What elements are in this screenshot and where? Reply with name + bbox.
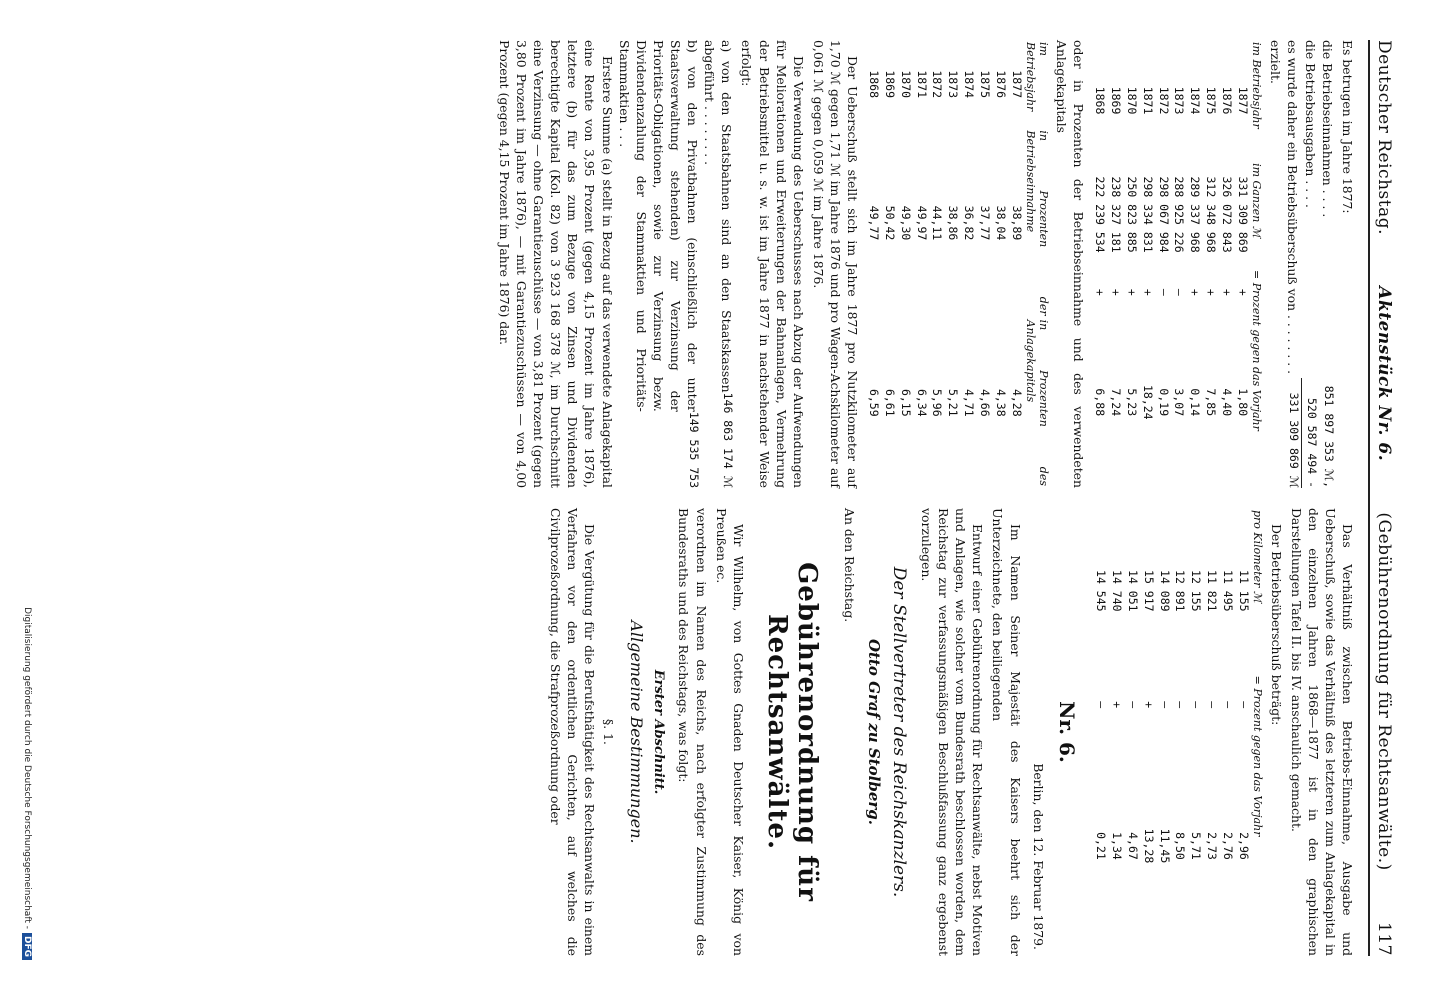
table-cell: 50,42	[882, 205, 897, 241]
table-cell: 14 089	[1157, 570, 1172, 612]
table-cell: 49,30	[898, 205, 913, 241]
table-cell: 6,61	[882, 388, 897, 417]
table-cell: 36,82	[962, 205, 977, 241]
table-surplus-by-year	[1091, 40, 1262, 488]
table-cell: 1,34	[1109, 832, 1124, 860]
table-cell: 4,67	[1125, 832, 1140, 860]
table-cell: 0,19	[1156, 388, 1171, 417]
table-cell: 1,80	[1235, 388, 1250, 417]
item-b-text: b) von den Privatbahnen (einschließlich der unter Staatsverwaltung stehenden) zur Verzinsung der Prioritäts-Obligationen, sowie zur Verzinsung bezw. Dividendenzahlung der Stammaktien und Prioritäts-Stammaktien . . .	[616, 40, 701, 412]
table-cell: 4,38	[993, 388, 1008, 417]
item-b	[616, 40, 702, 488]
item-a-text: a) von den Staatsbahnen sind an den Staatskassen abgeführt . . . . . . . .	[702, 40, 735, 393]
table-cell: —	[1220, 701, 1235, 709]
table-cell: 14 051	[1125, 570, 1140, 612]
table-row	[960, 40, 976, 488]
totals-rows	[1302, 40, 1336, 488]
paragraph-namen: Im Namen Seiner Majestät des Kaisers beehrt sich der Unterzeichnete, den beiliegenden	[990, 508, 1023, 956]
table-cell: 44,11	[930, 205, 945, 241]
table-cell: 222 239 534	[1093, 176, 1108, 253]
table-cell: 6,34	[914, 388, 929, 417]
page-number: 117	[1374, 922, 1394, 956]
table-row	[1171, 40, 1187, 488]
table-cell: 13,28	[1141, 828, 1156, 864]
table-cell: —	[1173, 701, 1188, 709]
address-line: An den Reichstag.	[841, 508, 857, 623]
table-cell: 1870	[1124, 86, 1139, 115]
table-cell: 6,15	[898, 388, 913, 417]
table-cell: 1875	[978, 70, 992, 99]
table-cell: 1869	[882, 70, 897, 99]
table-row	[1108, 508, 1124, 956]
table-row	[897, 40, 913, 488]
table-cell: 11 821	[1205, 570, 1220, 612]
column-header: in Prozenten der Betriebseinnahme	[1024, 130, 1050, 316]
table-cell: 6,59	[866, 388, 881, 417]
column-header: pro Kilometer ℳ	[1251, 510, 1265, 603]
document-number: Nr. 6.	[1055, 701, 1080, 763]
table-cell: 37,77	[978, 205, 992, 241]
table-cell: 15 917	[1141, 570, 1156, 612]
table-cell: 298 334 831	[1140, 176, 1155, 253]
table-cell: 5,23	[1124, 388, 1139, 417]
table-cell: +	[1093, 288, 1108, 296]
column-header: in Prozenten des Anlagekapitals	[1024, 319, 1050, 486]
table-cell: 1874	[962, 70, 977, 99]
section-title: Allgemeine Bestimmungen.	[627, 620, 647, 844]
table-header	[1251, 508, 1264, 956]
section-heading: Erster Abschnitt.	[651, 669, 667, 795]
table-cell: 5,96	[930, 388, 945, 417]
table-cell: 49,77	[866, 205, 881, 241]
table-cell: 2,96	[1236, 832, 1251, 860]
table-cell: 2,73	[1205, 832, 1220, 860]
column-header: = Prozent gegen das Vorjahr	[1250, 270, 1264, 431]
intro-1: Es betrugen im Jahre 1877:	[1340, 40, 1355, 214]
table-header	[1250, 40, 1263, 488]
table-cell: 1868	[1093, 86, 1108, 115]
table-cell: +	[1204, 288, 1219, 296]
table-row	[1092, 508, 1108, 956]
paragraph-1-text: Die Vergütung für die Berufsthätigkeit des Rechtsanwalts in einem Verfahren vor den ordentlichen Gerichten, auf welches die Civilprozeßordnung, die Strafprozeßordnung oder	[548, 508, 598, 956]
table-cell: 0,14	[1188, 388, 1203, 417]
total-label: die Betriebseinnahmen . . . .	[1319, 40, 1335, 218]
table-cell: 1873	[1172, 86, 1187, 115]
column-header: im Ganzen ℳ	[1250, 163, 1264, 238]
table-cell: —	[1189, 701, 1204, 709]
paragraph-ueberschuss: Der Ueberschuß stellt sich im Jahre 1877 pro Nutzkilometer auf 1,70 ℳ gegen 1,71 ℳ im Jahre 1876 und pro Wagen-Achskilometer auf 0,061 ℳ gegen 0,059 ℳ im Jahre 1876.	[810, 40, 861, 488]
page-header	[1368, 40, 1394, 956]
table3-intro: Der Betriebsüberschuß beträgt:	[1268, 524, 1284, 726]
table-cell: —	[1205, 701, 1220, 709]
table-row	[1187, 508, 1203, 956]
table-cell: 11,45	[1157, 828, 1172, 864]
paragraph-summe: Erstere Summe (a) stellt in Bezug auf das verwendete Anlagekapital eine Rente von 3,95 Prozent (gegen 4,15 Prozent im Jahre 1876), letztere (b) für das zum Bezuge von Zinsen und Dividenden berechtigte Kapital (Kol. 82) von 3 923 168 378 ℳ, im Durchschnitt eine Verzinsung — ohne Garantiezuschüsse — von 3,81 Prozent (gegen 3,80 Prozent im Jahre 1876), — mit Garantiezuschüssen — von 4,00 Prozent (gegen 4,15 Prozent im Jahre 1876) dar.	[496, 40, 615, 488]
table-cell: —	[1156, 288, 1171, 296]
paragraph-number: §. 1.	[601, 719, 617, 745]
table-cell: 7,85	[1204, 388, 1219, 417]
table-row	[881, 40, 897, 488]
total-value: 520 587 494 -	[1304, 397, 1319, 488]
table-row	[1156, 508, 1172, 956]
table-row	[1219, 508, 1235, 956]
table-row	[1123, 40, 1139, 488]
table-cell: 1876	[993, 70, 1008, 99]
table-body	[1091, 40, 1250, 488]
table-cell: +	[1235, 288, 1250, 296]
date-line: Berlin, den 12. Februar 1879.	[1030, 763, 1046, 950]
table-cell: 312 348 968	[1204, 176, 1219, 253]
table-row	[865, 40, 881, 488]
item-b-value: 149 535 753	[687, 411, 702, 488]
table-cell: 1870	[898, 70, 913, 99]
table-cell: 2,76	[1220, 832, 1235, 860]
table-cell: 4,28	[1009, 388, 1024, 417]
item-a-value: 146 863 174 ℳ	[721, 392, 736, 488]
table-row	[913, 40, 929, 488]
table-row	[1139, 40, 1155, 488]
paragraph-entwurf: Entwurf einer Gebührenordnung für Rechtsanwälte, nebst Motiven und Anlagen, wie solcher vom Bundesrath beschlossen worden, dem Reichstag zur verfassungsmäßigen Beschlußfassung ganz ergebenst vorzulegen.	[918, 508, 986, 956]
table-cell: 14 545	[1094, 570, 1109, 612]
paragraph-verwendung: Die Verwendung des Ueberschusses nach Abzug der Aufwendungen für Meliorationen und Erweiterungen der Bahnanlagen, Vermehrung der Betriebsmittel u. s. w. ist im Jahre 1877 in nachstehender Weise erfolgt:	[739, 40, 806, 488]
footer	[22, 40, 32, 960]
table-cell: 250 823 885	[1124, 176, 1139, 253]
table-cell: 3,07	[1172, 388, 1187, 417]
table-cell: 1868	[866, 70, 881, 99]
dfg-logo: DFG	[22, 933, 32, 960]
item-a	[701, 40, 735, 488]
table-cell: —	[1094, 701, 1109, 709]
table-cell: 288 925 226	[1172, 176, 1187, 253]
surplus-line	[1284, 40, 1301, 488]
table-cell: +	[1140, 288, 1155, 296]
table-cell: 5,71	[1189, 832, 1204, 860]
table-cell: 12 155	[1189, 570, 1204, 612]
table-cell: 38,04	[993, 205, 1008, 241]
table-cell: 331 309 869	[1235, 176, 1250, 253]
table-cell: 298 067 984	[1156, 176, 1171, 253]
table-per-kilometer	[1092, 508, 1263, 956]
table-cell: —	[1172, 288, 1187, 296]
table-cell: 1877	[1235, 86, 1250, 115]
table-row	[1235, 508, 1251, 956]
table-body	[1092, 508, 1251, 956]
table-cell: 5,21	[946, 388, 961, 417]
total-row	[1319, 40, 1336, 488]
table-row	[1218, 40, 1234, 488]
table-body	[865, 40, 1024, 488]
table-row	[929, 40, 945, 488]
column-header: = Prozent gegen das Vorjahr	[1251, 675, 1265, 837]
table-cell: 326 072 843	[1219, 176, 1234, 253]
table-row	[1140, 508, 1156, 956]
table-cell: 4,71	[962, 388, 977, 417]
table-cell: 38,89	[1009, 205, 1024, 241]
table-header	[1024, 40, 1049, 488]
table-cell: 1876	[1219, 86, 1234, 115]
table-cell: 6,88	[1093, 388, 1108, 417]
table-cell: 8,50	[1173, 832, 1188, 860]
table-cell: 238 327 181	[1108, 176, 1123, 253]
total-label: die Betriebsausgaben . . . .	[1302, 40, 1318, 208]
table-row	[1234, 40, 1250, 488]
header-center: Aktenstück Nr. 6.	[1374, 286, 1394, 462]
paragraph-verhaeltnis: Das Verhältniß zwischen Betriebs-Einnahme, Ausgabe und Ueberschuß, sowie das Verhältniß des letzteren zum Anlagekapital in den einzelnen Jahren 1868—1877 ist in den graphischen Darstellungen Tafel II. bis IV. anschaulich gemacht.	[1288, 508, 1355, 956]
table-cell: 14 740	[1109, 570, 1124, 612]
signature-title: Der Stellvertreter des Reichskanzlers.	[888, 566, 909, 898]
table-row	[1155, 40, 1171, 488]
table-row	[1107, 40, 1123, 488]
table-row	[992, 40, 1008, 488]
table-cell: 18,24	[1140, 384, 1155, 420]
table-row	[1172, 508, 1188, 956]
table-cell: 7,24	[1108, 388, 1123, 417]
surplus-end: erzielt.	[1267, 40, 1283, 84]
footer-text: Digitalisierung gefördert durch die Deutsche Forschungsgemeinschaft -	[22, 607, 32, 929]
table-row	[1186, 40, 1202, 488]
column-header: im Betriebsjahr	[1024, 42, 1050, 112]
table-cell: 12 891	[1173, 570, 1188, 612]
table-row	[1202, 40, 1218, 488]
right-column	[493, 508, 1356, 956]
table-cell: 1871	[914, 70, 929, 99]
table-cell: 1875	[1204, 86, 1219, 115]
table-cell: +	[1188, 288, 1203, 296]
table-row	[1091, 40, 1107, 488]
table-cell: 1869	[1108, 86, 1123, 115]
signature-name: Otto Graf zu Stolberg.	[865, 638, 884, 825]
table2-intro: oder in Prozenten der Betriebseinnahme und des verwendeten Anlagekapitals	[1054, 40, 1087, 488]
left-column	[493, 40, 1356, 488]
table-cell: —	[1157, 701, 1172, 709]
table-cell: 4,40	[1219, 388, 1234, 417]
table-row	[944, 40, 960, 488]
total-value: 851 897 353 ℳ,	[1321, 385, 1336, 488]
header-right: (Gebührenordnung für Rechtsanwälte.)	[1374, 512, 1394, 871]
table-cell: 1877	[1009, 70, 1024, 99]
table-cell: 1871	[1140, 86, 1155, 115]
columns	[493, 40, 1356, 956]
table-cell: —	[1236, 701, 1251, 709]
header-left: Deutscher Reichstag.	[1374, 40, 1394, 235]
table-cell: 38,86	[946, 205, 961, 241]
table-cell: 4,66	[978, 388, 992, 417]
column-header: im Betriebsjahr	[1250, 42, 1264, 129]
table-cell: 11 495	[1220, 570, 1235, 612]
table-cell: 289 337 968	[1188, 176, 1203, 253]
table-cell: +	[1141, 701, 1156, 709]
law-title: Gebührenordnung für Rechtsanwälte.	[761, 562, 822, 902]
surplus-label: es wurde daher ein Betriebsüberschuß von . . . . . . . .	[1284, 40, 1300, 375]
table-cell: —	[1125, 701, 1140, 709]
table-cell: 0,21	[1094, 832, 1109, 860]
table-percentages	[865, 40, 1049, 488]
surplus-value: 331 309 869 ℳ	[1286, 392, 1301, 488]
table-cell: 49,97	[914, 205, 929, 241]
table-row	[1008, 40, 1024, 488]
table-cell: 1874	[1188, 86, 1203, 115]
table-cell: 1872	[1156, 86, 1171, 115]
table-row	[1124, 508, 1140, 956]
table-cell: +	[1108, 288, 1123, 296]
table-cell: 11 155	[1236, 570, 1251, 612]
table-cell: +	[1219, 288, 1234, 296]
table-row	[1203, 508, 1219, 956]
table-row	[976, 40, 992, 488]
table-cell: +	[1109, 701, 1124, 709]
total-row	[1302, 40, 1319, 488]
table-cell: 1872	[930, 70, 945, 99]
table-cell: 1873	[946, 70, 961, 99]
paragraph-verordnen: verordnen im Namen des Reichs, nach erfolgter Zustimmung des Bundesraths und des Reichstags, was folgt:	[676, 508, 709, 956]
table-cell: +	[1124, 288, 1139, 296]
paragraph-wir: Wir Wilhelm, von Gottes Gnaden Deutscher Kaiser, König von Preußen ec.	[713, 508, 746, 956]
